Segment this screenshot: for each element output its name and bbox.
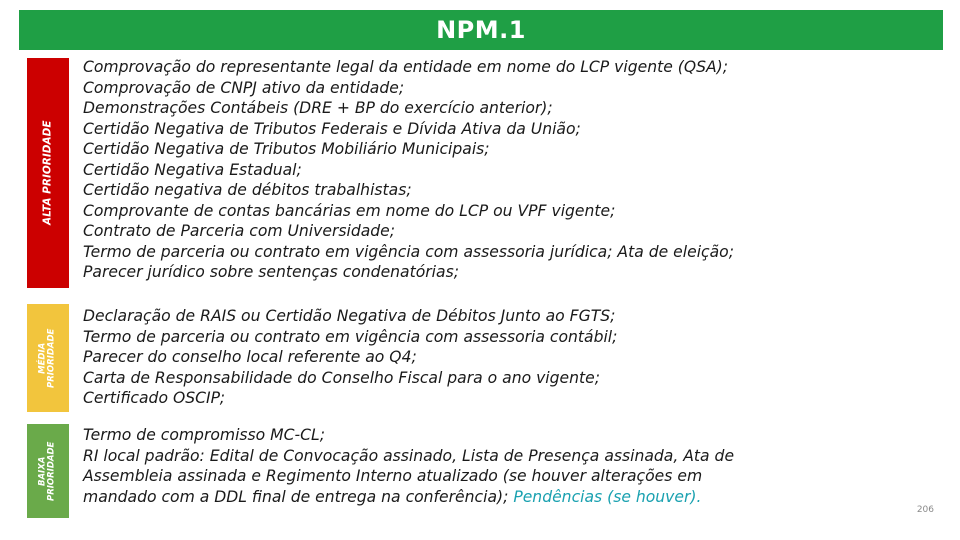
priority-label-low-line2: PRIORIDADE <box>47 441 57 501</box>
priority-label-low-line1: BAIXA <box>37 456 48 486</box>
list-item: Comprovação de CNPJ ativo da entidade; <box>83 78 405 97</box>
priority-label-medium-line1: MÉDIA <box>37 342 48 374</box>
list-item: Termo de parceria ou contrato em vigência com assessoria contábil; <box>83 327 618 346</box>
list-item: Certidão Negativa de Tributos Mobiliário Municipais; <box>83 140 490 158</box>
list-item: Demonstrações Contábeis (DRE + BP do exercício anterior); <box>83 99 553 117</box>
list-item: Termo de parceria ou contrato em vigência com assessoria jurídica; Ata de eleição; <box>83 242 734 261</box>
list-item-text: mandado com a DDL final de entrega na conferência); <box>83 487 509 506</box>
low-priority-list <box>83 425 933 507</box>
priority-tag-medium <box>27 304 69 412</box>
list-item: Parecer do conselho local referente ao Q4; <box>83 348 417 366</box>
list-item: Comprovação do representante legal da entidade em nome do LCP vigente (QSA); <box>83 58 729 76</box>
list-item: Contrato de Parceria com Universidade; <box>83 222 396 240</box>
list-item: Certidão Negativa de Tributos Federais e Dívida Ativa da União; <box>83 119 581 138</box>
list-item: RI local padrão: Edital de Convocação assinado, Lista de Presença assinada, Ata de <box>83 446 735 465</box>
priority-label-high: ALTA PRIORIDADE <box>41 120 54 226</box>
list-item: Certidão negativa de débitos trabalhistas; <box>83 181 412 199</box>
list-item <box>83 487 933 508</box>
high-priority-list <box>83 57 933 283</box>
priority-label-medium-line2: PRIORIDADE <box>47 328 57 388</box>
page-number: 206 <box>916 505 934 515</box>
priority-tag-high <box>27 58 69 288</box>
slide-title: NPM.1 <box>436 16 526 44</box>
list-item: Parecer jurídico sobre sentenças condenatórias; <box>83 263 459 281</box>
list-item: Declaração de RAIS ou Certidão Negativa de Débitos Junto ao FGTS; <box>83 307 616 325</box>
title-banner <box>19 10 943 50</box>
priority-label-medium <box>39 328 58 387</box>
medium-priority-list <box>83 306 933 409</box>
priority-label-low <box>39 441 58 500</box>
list-item: Termo de compromisso MC-CL; <box>83 426 325 444</box>
list-item: Comprovante de contas bancárias em nome do LCP ou VPF vigente; <box>83 201 616 220</box>
list-item: Certidão Negativa Estadual; <box>83 160 302 179</box>
list-item: Certificado OSCIP; <box>83 389 225 407</box>
list-item: Carta de Responsabilidade do Conselho Fiscal para o ano vigente; <box>83 368 600 387</box>
list-item: Assembleia assinada e Regimento Interno atualizado (se houver alterações em <box>83 467 703 485</box>
priority-tag-low <box>27 424 69 518</box>
pending-highlight: Pendências (se houver). <box>513 487 702 506</box>
